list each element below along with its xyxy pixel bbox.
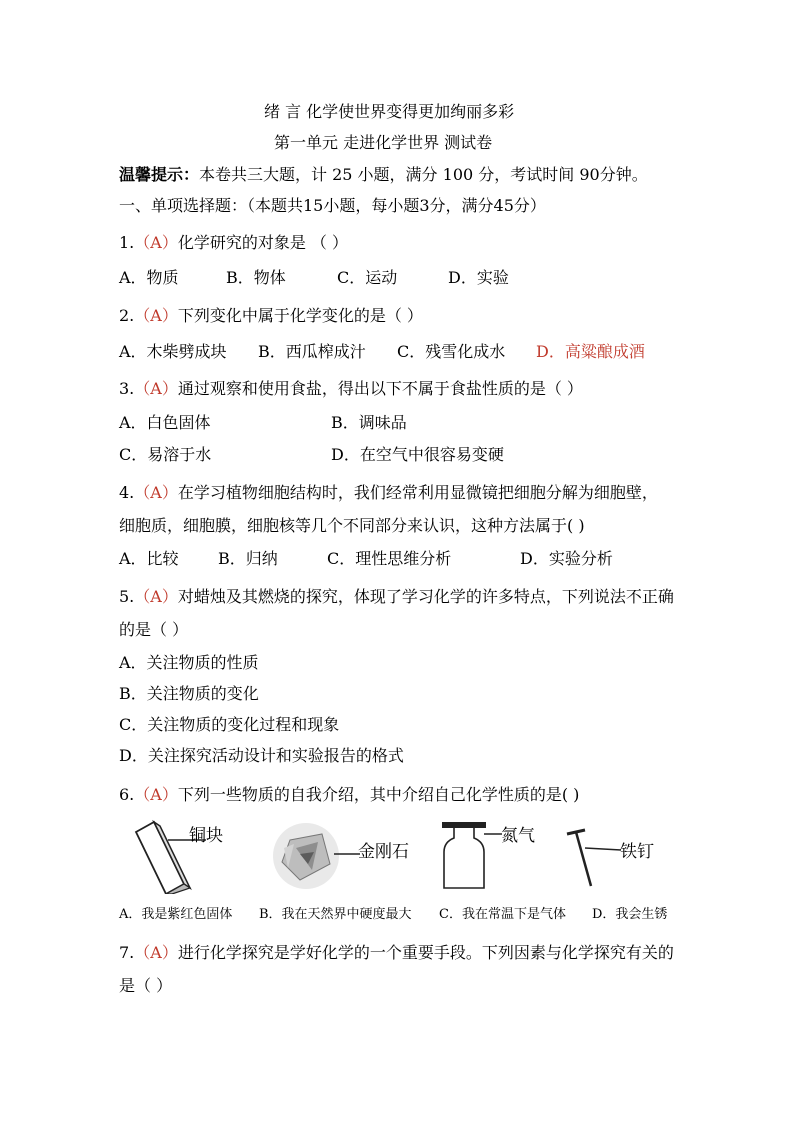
q1-option-d: D．实验 (448, 268, 509, 287)
section-heading: 一、单项选择题：（本题共15小题，每小题3分，满分45分） (119, 196, 546, 215)
question-text: 下列一些物质的自我介绍，其中介绍自己化学性质的是( ) (177, 785, 580, 804)
question-text: 进行化学探究是学好化学的一个重要手段。下列因素与化学探究有关的 (177, 943, 674, 962)
figure-label-nitrogen: 氮气 (501, 826, 535, 846)
q2-option-b: B．西瓜榨成汁 (258, 342, 366, 361)
question-number: 1. (119, 233, 135, 252)
question-6-stem (119, 785, 579, 805)
q1-option-c: C．运动 (337, 268, 398, 287)
q1-option-b: B．物体 (226, 268, 286, 287)
question-number: 6. (119, 785, 135, 804)
question-text: 在学习植物细胞结构时，我们经常利用显微镜把细胞分解为细胞壁， (177, 483, 658, 502)
level-mark: （A） (134, 306, 178, 325)
question-7-stem-line1 (119, 943, 674, 963)
diamond-figure (270, 818, 366, 894)
question-number: 5. (119, 587, 135, 606)
question-text: 通过观察和使用食盐，得出以下不属于食盐性质的是（ ） (177, 379, 583, 398)
figure-label-nail: 铁钉 (620, 842, 654, 862)
question-number: 7. (119, 943, 135, 962)
q2-option-c: C．残雪化成水 (397, 342, 506, 361)
level-mark: （A） (134, 587, 178, 606)
q3-option-b: B．调味品 (331, 413, 407, 432)
q3-option-a: A．白色固体 (119, 413, 211, 432)
question-7-stem-line2: 是（ ） (119, 976, 173, 995)
question-number: 3. (119, 379, 135, 398)
q2-option-a: A．木柴劈成块 (119, 342, 227, 361)
question-5-stem-line2: 的是（ ） (119, 620, 189, 639)
iron-nail-figure (563, 826, 623, 890)
question-4-stem-line2: 细胞质，细胞膜，细胞核等几个不同部分来认识，这种方法属于( ) (119, 516, 585, 535)
question-text: 下列变化中属于化学变化的是（ ） (177, 306, 423, 325)
q6-option-c: C．我在常温下是气体 (439, 907, 566, 922)
tip-line (119, 165, 648, 185)
question-text: 对蜡烛及其燃烧的探究，体现了学习化学的许多特点，下列说法不正确 (177, 587, 674, 606)
figure-label-copper: 铜块 (189, 826, 223, 846)
level-mark: （A） (134, 943, 178, 962)
page-title: 绪 言 化学使世界变得更加绚丽多彩 (264, 102, 515, 121)
question-2-stem (119, 306, 423, 326)
q5-option-c: C．关注物质的变化过程和现象 (119, 715, 340, 734)
q4-option-c: C．理性思维分析 (327, 549, 452, 568)
q3-option-c: C．易溶于水 (119, 445, 212, 464)
tip-label: 温馨提示： (119, 165, 200, 184)
tip-text: 本卷共三大题，计 25 小题，满分 100 分，考试时间 90分钟。 (199, 165, 648, 184)
q4-option-a: A．比较 (119, 549, 179, 568)
level-mark: （A） (134, 785, 178, 804)
nitrogen-bottle-figure (440, 820, 504, 892)
q6-option-a: A．我是紫红色固体 (119, 907, 233, 922)
question-text: 化学研究的对象是 （ ） (177, 233, 349, 252)
q6-option-d: D．我会生锈 (592, 907, 668, 922)
question-3-stem (119, 379, 583, 399)
level-mark: （A） (134, 483, 178, 502)
question-number: 2. (119, 306, 135, 325)
level-mark: （A） (134, 233, 178, 252)
q2-option-d: D．高粱酿成酒 (536, 342, 645, 361)
q1-option-a: A．物质 (119, 268, 179, 287)
diamond-icon (273, 823, 360, 889)
q3-option-d: D．在空气中很容易变硬 (331, 445, 504, 464)
level-mark: （A） (134, 379, 178, 398)
question-4-stem-line1 (119, 483, 658, 503)
q4-option-d: D．实验分析 (520, 549, 613, 568)
gas-bottle-icon (442, 822, 502, 888)
question-5-stem-line1 (119, 587, 674, 607)
q5-option-d: D．关注探究活动设计和实验报告的格式 (119, 746, 404, 765)
question-number: 4. (119, 483, 135, 502)
q5-option-b: B．关注物质的变化 (119, 684, 259, 703)
page-subtitle: 第一单元 走进化学世界 测试卷 (274, 133, 493, 152)
nail-icon (567, 830, 621, 886)
q6-option-b: B．我在天然界中硬度最大 (259, 907, 412, 922)
q4-option-b: B．归纳 (218, 549, 278, 568)
figure-label-diamond: 金刚石 (358, 842, 409, 862)
question-1-stem (119, 233, 348, 253)
q5-option-a: A．关注物质的性质 (119, 653, 259, 672)
